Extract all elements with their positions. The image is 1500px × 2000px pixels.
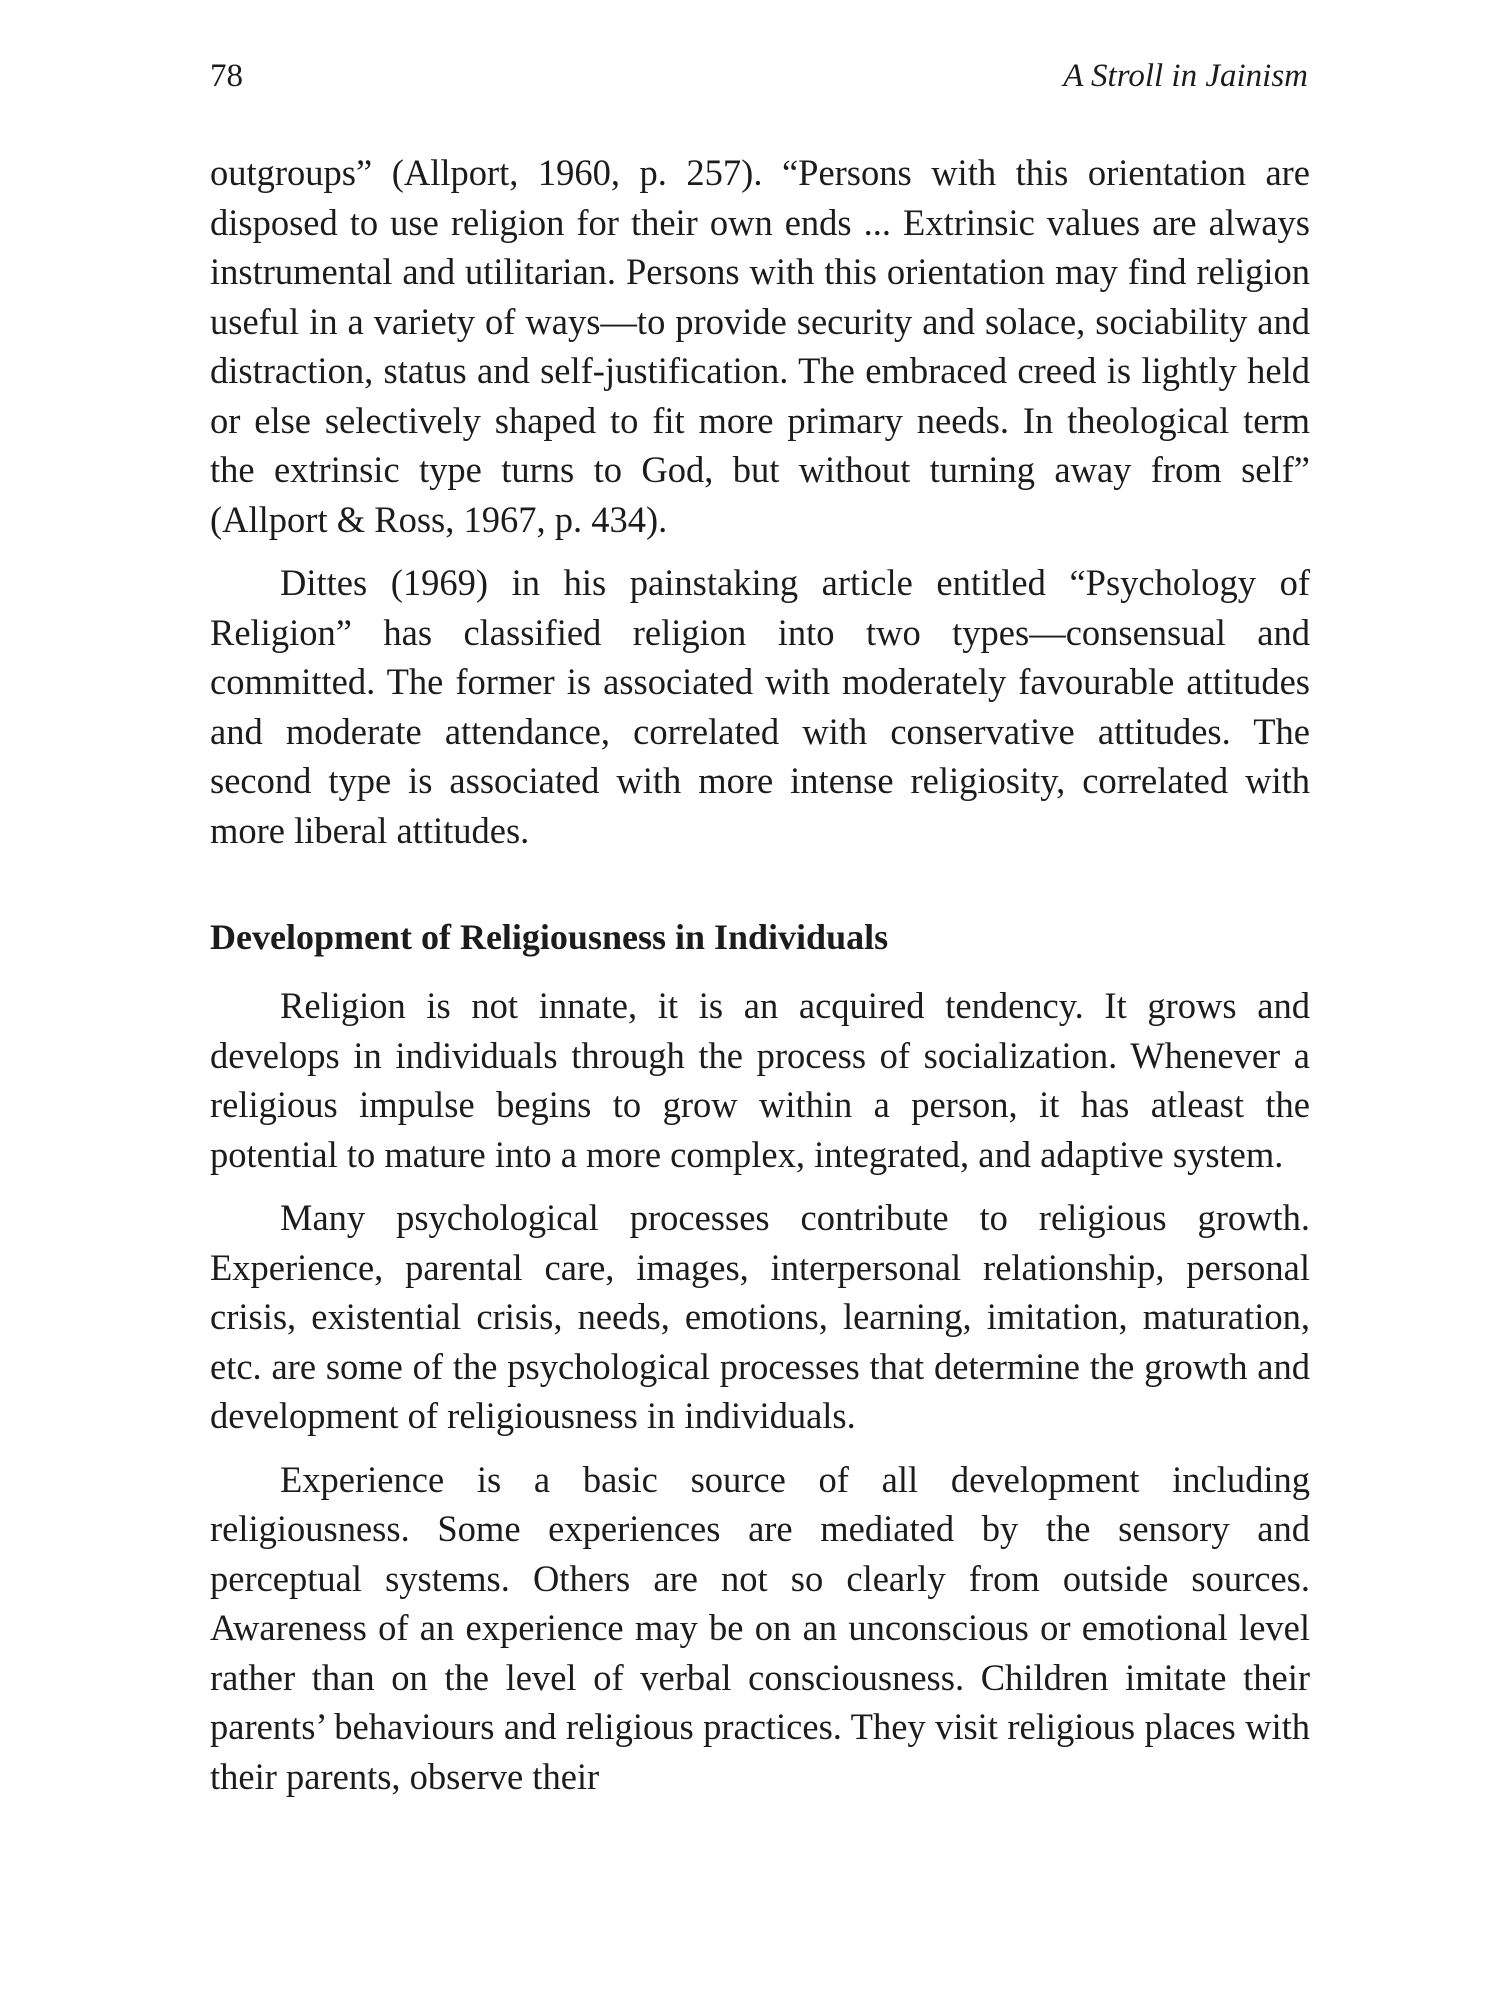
paragraph: Many psychological processes contribute to religious growth. Experience, parental care, images, interpersonal relationship, personal crisis, existential crisis, needs, emotions, learning, imitation, maturation, etc. are some of the psychological processes that determine the growth and development of religiousness in individuals. [210,1197,1310,1436]
running-title: A Stroll in Jainism [1063,58,1308,94]
paragraph: Religion is not innate, it is an acquired tendency. It grows and develops in individuals through the process of socialization. Whenever a religious impulse begins to grow within a person, it has atleast the potential to mature into a more complex, integrated, and adaptive system. [210,985,1310,1175]
page-header [210,58,1308,108]
page-number: 78 [210,58,243,94]
paragraph: Experience is a basic source of all development including religiousness. Some experiences are mediated by the sensory and perceptual systems. Others are not so clearly from outside sources. Awareness of an experience may be on an unconscious or emotional level rather than on the level of verbal consciousness. Children imitate their parents’ behaviours and religious practices. They visit religious places with their parents, observe their [210,1458,1310,1797]
body-text [210,148,1310,1801]
paragraph-continued: outgroups” (Allport, 1960, p. 257). “Persons with this orientation are disposed to use religion for their own ends ... Extrinsic values are always instrumental and utilitarian. Persons with this orientation may find religion useful in a variety of ways—to provide security and solace, sociability and distraction, status and self-justification. The embraced creed is lightly held or else selectively shaped to fit more primary needs. In theological term the extrinsic type turns to God, but without turning away from self” (Allport & Ross, 1967, p. 434). [210,152,1310,540]
section-heading: Development of Religiousness in Individuals [210,917,889,957]
paragraph: Dittes (1969) in his painstaking article entitled “Psychology of Religion” has classified religion into two types—consensual and committed. The former is associated with moderately favourable attitudes and moderate attendance, correlated with conservative attitudes. The second type is associated with more intense religiosity, correlated with more liberal attitudes. [210,562,1310,851]
